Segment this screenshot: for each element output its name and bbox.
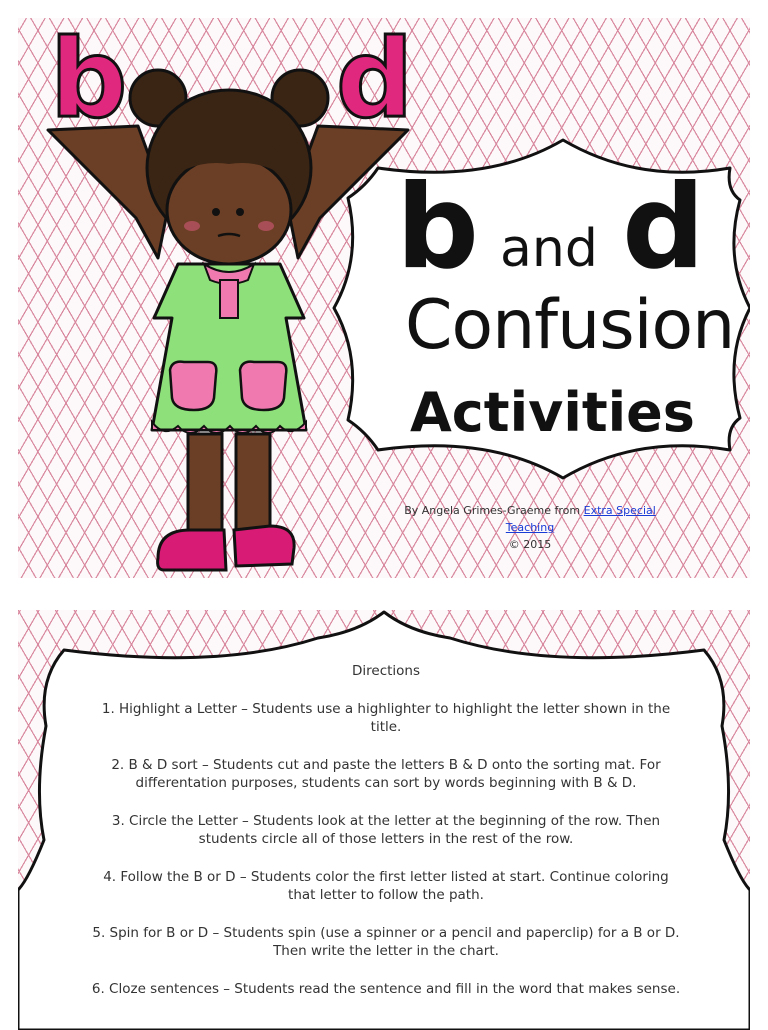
author-link[interactable]: Extra Special Teaching bbox=[505, 504, 656, 534]
title-connector: and bbox=[500, 219, 598, 279]
corner-letter-d: d bbox=[336, 18, 414, 142]
corner-letter-b: b bbox=[50, 18, 128, 142]
byline-prefix: By Angela Grimes-Graeme from bbox=[404, 504, 584, 517]
byline bbox=[380, 502, 680, 553]
direction-item-1: 1. Highlight a Letter – Students use a highlighter to highlight the letter shown in the title. bbox=[101, 700, 671, 735]
direction-item-4: 4. Follow the B or D – Students color the first letter listed at start. Continue coloring that letter to follow the path. bbox=[103, 868, 669, 903]
title-confusion: Confusion bbox=[405, 286, 735, 365]
direction-item-3: 3. Circle the Letter – Students look at the letter at the beginning of the row. Then students circle all of those letters in the rest of the row. bbox=[111, 812, 661, 847]
title-letter-d: d bbox=[622, 160, 706, 295]
title-activities: Activities bbox=[410, 381, 695, 444]
direction-item-5: 5. Spin for B or D – Students spin (use a spinner or a pencil and paperclip) for a B or D. Then write the letter in the chart. bbox=[92, 924, 680, 959]
directions-content bbox=[88, 662, 684, 1017]
direction-item-6: 6. Cloze sentences – Students read the sentence and fill in the word that makes sense. bbox=[91, 980, 681, 997]
title-letter-b: b bbox=[396, 160, 480, 295]
cover-page bbox=[18, 18, 750, 578]
directions-page bbox=[18, 610, 750, 1030]
direction-item-2: 2. B & D sort – Students cut and paste the letters B & D onto the sorting mat. For differentation purposes, students can sort by words beginning with B & D. bbox=[111, 756, 661, 791]
directions-heading: Directions bbox=[351, 663, 421, 679]
copyright: © 2015 bbox=[508, 538, 552, 551]
